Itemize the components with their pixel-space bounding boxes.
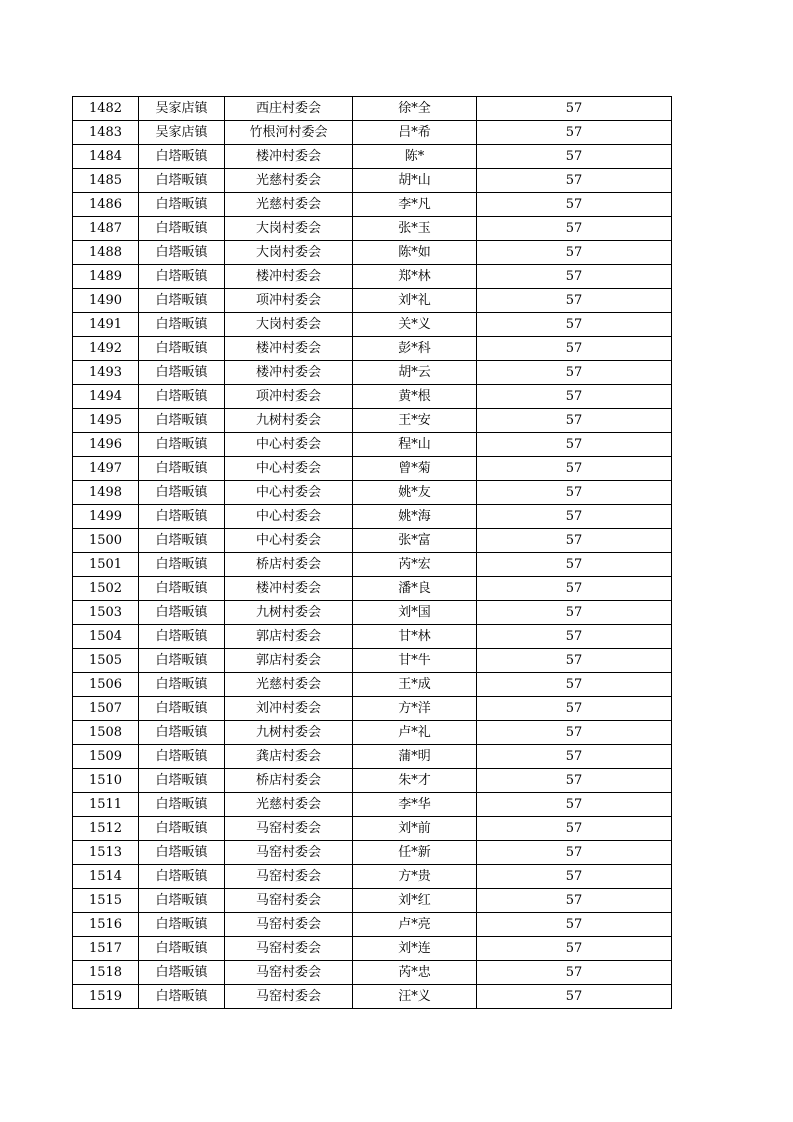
row-id-cell: 1509 <box>73 745 139 769</box>
town-cell: 白塔畈镇 <box>139 841 225 865</box>
row-id-cell: 1498 <box>73 481 139 505</box>
table-row <box>73 865 672 889</box>
table-row <box>73 913 672 937</box>
town-cell: 白塔畈镇 <box>139 625 225 649</box>
table-row <box>73 817 672 841</box>
name-cell: 刘*连 <box>353 937 477 961</box>
village-cell: 楼冲村委会 <box>225 577 353 601</box>
amount-cell: 57 <box>477 193 672 217</box>
town-cell: 吴家店镇 <box>139 121 225 145</box>
village-cell: 项冲村委会 <box>225 385 353 409</box>
table-row <box>73 937 672 961</box>
amount-cell: 57 <box>477 241 672 265</box>
name-cell: 曾*菊 <box>353 457 477 481</box>
name-cell: 黄*根 <box>353 385 477 409</box>
table-row <box>73 697 672 721</box>
table-row <box>73 889 672 913</box>
table-row <box>73 601 672 625</box>
amount-cell: 57 <box>477 793 672 817</box>
row-id-cell: 1483 <box>73 121 139 145</box>
amount-cell: 57 <box>477 745 672 769</box>
name-cell: 张*富 <box>353 529 477 553</box>
town-cell: 白塔畈镇 <box>139 361 225 385</box>
village-cell: 光慈村委会 <box>225 169 353 193</box>
village-cell: 马窑村委会 <box>225 817 353 841</box>
amount-cell: 57 <box>477 865 672 889</box>
table-row <box>73 457 672 481</box>
row-id-cell: 1487 <box>73 217 139 241</box>
table-row <box>73 649 672 673</box>
row-id-cell: 1499 <box>73 505 139 529</box>
village-cell: 龚店村委会 <box>225 745 353 769</box>
name-cell: 王*安 <box>353 409 477 433</box>
name-cell: 蒲*明 <box>353 745 477 769</box>
village-cell: 中心村委会 <box>225 481 353 505</box>
amount-cell: 57 <box>477 265 672 289</box>
village-cell: 马窑村委会 <box>225 985 353 1009</box>
village-cell: 郭店村委会 <box>225 649 353 673</box>
village-cell: 大岗村委会 <box>225 313 353 337</box>
town-cell: 白塔畈镇 <box>139 193 225 217</box>
town-cell: 白塔畈镇 <box>139 601 225 625</box>
amount-cell: 57 <box>477 169 672 193</box>
row-id-cell: 1500 <box>73 529 139 553</box>
village-cell: 马窑村委会 <box>225 865 353 889</box>
village-cell: 九树村委会 <box>225 721 353 745</box>
town-cell: 白塔畈镇 <box>139 865 225 889</box>
town-cell: 白塔畈镇 <box>139 889 225 913</box>
amount-cell: 57 <box>477 313 672 337</box>
village-cell: 中心村委会 <box>225 457 353 481</box>
amount-cell: 57 <box>477 385 672 409</box>
village-cell: 中心村委会 <box>225 433 353 457</box>
row-id-cell: 1518 <box>73 961 139 985</box>
town-cell: 白塔畈镇 <box>139 985 225 1009</box>
amount-cell: 57 <box>477 961 672 985</box>
name-cell: 刘*前 <box>353 817 477 841</box>
town-cell: 白塔畈镇 <box>139 145 225 169</box>
table-row <box>73 145 672 169</box>
village-cell: 中心村委会 <box>225 505 353 529</box>
name-cell: 胡*云 <box>353 361 477 385</box>
table-row <box>73 793 672 817</box>
name-cell: 胡*山 <box>353 169 477 193</box>
amount-cell: 57 <box>477 985 672 1009</box>
village-cell: 西庄村委会 <box>225 97 353 121</box>
town-cell: 白塔畈镇 <box>139 769 225 793</box>
name-cell: 朱*才 <box>353 769 477 793</box>
name-cell: 甘*林 <box>353 625 477 649</box>
amount-cell: 57 <box>477 505 672 529</box>
amount-cell: 57 <box>477 481 672 505</box>
amount-cell: 57 <box>477 529 672 553</box>
village-cell: 九树村委会 <box>225 409 353 433</box>
amount-cell: 57 <box>477 361 672 385</box>
town-cell: 白塔畈镇 <box>139 817 225 841</box>
town-cell: 白塔畈镇 <box>139 289 225 313</box>
name-cell: 卢*亮 <box>353 913 477 937</box>
town-cell: 白塔畈镇 <box>139 529 225 553</box>
amount-cell: 57 <box>477 457 672 481</box>
town-cell: 白塔畈镇 <box>139 697 225 721</box>
amount-cell: 57 <box>477 937 672 961</box>
town-cell: 吴家店镇 <box>139 97 225 121</box>
name-cell: 姚*友 <box>353 481 477 505</box>
town-cell: 白塔畈镇 <box>139 169 225 193</box>
row-id-cell: 1493 <box>73 361 139 385</box>
name-cell: 刘*国 <box>353 601 477 625</box>
table-row <box>73 361 672 385</box>
name-cell: 潘*良 <box>353 577 477 601</box>
name-cell: 方*贵 <box>353 865 477 889</box>
name-cell: 卢*礼 <box>353 721 477 745</box>
table-row <box>73 217 672 241</box>
row-id-cell: 1506 <box>73 673 139 697</box>
amount-cell: 57 <box>477 601 672 625</box>
row-id-cell: 1503 <box>73 601 139 625</box>
table-row <box>73 409 672 433</box>
row-id-cell: 1490 <box>73 289 139 313</box>
row-id-cell: 1507 <box>73 697 139 721</box>
table-row <box>73 481 672 505</box>
name-cell: 刘*礼 <box>353 289 477 313</box>
amount-cell: 57 <box>477 697 672 721</box>
village-cell: 大岗村委会 <box>225 241 353 265</box>
table-row <box>73 313 672 337</box>
name-cell: 方*洋 <box>353 697 477 721</box>
name-cell: 陈*如 <box>353 241 477 265</box>
name-cell: 程*山 <box>353 433 477 457</box>
amount-cell: 57 <box>477 721 672 745</box>
row-id-cell: 1504 <box>73 625 139 649</box>
amount-cell: 57 <box>477 649 672 673</box>
village-cell: 项冲村委会 <box>225 289 353 313</box>
town-cell: 白塔畈镇 <box>139 385 225 409</box>
amount-cell: 57 <box>477 121 672 145</box>
town-cell: 白塔畈镇 <box>139 217 225 241</box>
village-cell: 九树村委会 <box>225 601 353 625</box>
name-cell: 芮*宏 <box>353 553 477 577</box>
row-id-cell: 1502 <box>73 577 139 601</box>
town-cell: 白塔畈镇 <box>139 577 225 601</box>
table-row <box>73 385 672 409</box>
roster-body <box>73 97 672 1009</box>
name-cell: 关*义 <box>353 313 477 337</box>
town-cell: 白塔畈镇 <box>139 721 225 745</box>
town-cell: 白塔畈镇 <box>139 505 225 529</box>
table-row <box>73 769 672 793</box>
row-id-cell: 1495 <box>73 409 139 433</box>
table-row <box>73 577 672 601</box>
amount-cell: 57 <box>477 553 672 577</box>
row-id-cell: 1508 <box>73 721 139 745</box>
village-cell: 楼冲村委会 <box>225 337 353 361</box>
village-cell: 楼冲村委会 <box>225 265 353 289</box>
row-id-cell: 1486 <box>73 193 139 217</box>
town-cell: 白塔畈镇 <box>139 409 225 433</box>
amount-cell: 57 <box>477 769 672 793</box>
amount-cell: 57 <box>477 817 672 841</box>
village-cell: 光慈村委会 <box>225 793 353 817</box>
table-row <box>73 97 672 121</box>
row-id-cell: 1512 <box>73 817 139 841</box>
table-row <box>73 961 672 985</box>
table-row <box>73 505 672 529</box>
table-row <box>73 673 672 697</box>
name-cell: 汪*义 <box>353 985 477 1009</box>
town-cell: 白塔畈镇 <box>139 337 225 361</box>
row-id-cell: 1496 <box>73 433 139 457</box>
village-cell: 楼冲村委会 <box>225 145 353 169</box>
village-cell: 楼冲村委会 <box>225 361 353 385</box>
amount-cell: 57 <box>477 97 672 121</box>
roster-table <box>72 96 672 1009</box>
name-cell: 李*凡 <box>353 193 477 217</box>
table-row <box>73 265 672 289</box>
town-cell: 白塔畈镇 <box>139 313 225 337</box>
village-cell: 光慈村委会 <box>225 193 353 217</box>
town-cell: 白塔畈镇 <box>139 649 225 673</box>
town-cell: 白塔畈镇 <box>139 673 225 697</box>
table-row <box>73 193 672 217</box>
name-cell: 徐*全 <box>353 97 477 121</box>
table-row <box>73 625 672 649</box>
table-row <box>73 337 672 361</box>
row-id-cell: 1513 <box>73 841 139 865</box>
row-id-cell: 1519 <box>73 985 139 1009</box>
amount-cell: 57 <box>477 673 672 697</box>
row-id-cell: 1511 <box>73 793 139 817</box>
table-row <box>73 241 672 265</box>
table-row <box>73 169 672 193</box>
name-cell: 吕*希 <box>353 121 477 145</box>
amount-cell: 57 <box>477 145 672 169</box>
row-id-cell: 1517 <box>73 937 139 961</box>
village-cell: 马窑村委会 <box>225 961 353 985</box>
town-cell: 白塔畈镇 <box>139 745 225 769</box>
row-id-cell: 1485 <box>73 169 139 193</box>
name-cell: 张*玉 <box>353 217 477 241</box>
amount-cell: 57 <box>477 433 672 457</box>
town-cell: 白塔畈镇 <box>139 553 225 577</box>
table-row <box>73 289 672 313</box>
amount-cell: 57 <box>477 913 672 937</box>
name-cell: 任*新 <box>353 841 477 865</box>
name-cell: 芮*忠 <box>353 961 477 985</box>
town-cell: 白塔畈镇 <box>139 937 225 961</box>
town-cell: 白塔畈镇 <box>139 481 225 505</box>
row-id-cell: 1482 <box>73 97 139 121</box>
amount-cell: 57 <box>477 577 672 601</box>
amount-cell: 57 <box>477 625 672 649</box>
table-row <box>73 433 672 457</box>
village-cell: 桥店村委会 <box>225 769 353 793</box>
town-cell: 白塔畈镇 <box>139 433 225 457</box>
row-id-cell: 1488 <box>73 241 139 265</box>
name-cell: 王*成 <box>353 673 477 697</box>
village-cell: 中心村委会 <box>225 529 353 553</box>
table-row <box>73 721 672 745</box>
village-cell: 郭店村委会 <box>225 625 353 649</box>
row-id-cell: 1510 <box>73 769 139 793</box>
town-cell: 白塔畈镇 <box>139 961 225 985</box>
row-id-cell: 1497 <box>73 457 139 481</box>
row-id-cell: 1514 <box>73 865 139 889</box>
village-cell: 光慈村委会 <box>225 673 353 697</box>
row-id-cell: 1484 <box>73 145 139 169</box>
row-id-cell: 1494 <box>73 385 139 409</box>
town-cell: 白塔畈镇 <box>139 913 225 937</box>
row-id-cell: 1491 <box>73 313 139 337</box>
town-cell: 白塔畈镇 <box>139 241 225 265</box>
row-id-cell: 1489 <box>73 265 139 289</box>
amount-cell: 57 <box>477 289 672 313</box>
village-cell: 马窑村委会 <box>225 937 353 961</box>
row-id-cell: 1505 <box>73 649 139 673</box>
table-row <box>73 529 672 553</box>
village-cell: 刘冲村委会 <box>225 697 353 721</box>
amount-cell: 57 <box>477 409 672 433</box>
row-id-cell: 1516 <box>73 913 139 937</box>
name-cell: 彭*科 <box>353 337 477 361</box>
name-cell: 甘*牛 <box>353 649 477 673</box>
village-cell: 马窑村委会 <box>225 889 353 913</box>
table-row <box>73 745 672 769</box>
village-cell: 马窑村委会 <box>225 913 353 937</box>
table-row <box>73 985 672 1009</box>
row-id-cell: 1492 <box>73 337 139 361</box>
village-cell: 桥店村委会 <box>225 553 353 577</box>
row-id-cell: 1501 <box>73 553 139 577</box>
table-row <box>73 553 672 577</box>
town-cell: 白塔畈镇 <box>139 793 225 817</box>
table-row <box>73 121 672 145</box>
name-cell: 陈* <box>353 145 477 169</box>
name-cell: 郑*林 <box>353 265 477 289</box>
amount-cell: 57 <box>477 337 672 361</box>
village-cell: 马窑村委会 <box>225 841 353 865</box>
name-cell: 李*华 <box>353 793 477 817</box>
village-cell: 竹根河村委会 <box>225 121 353 145</box>
amount-cell: 57 <box>477 841 672 865</box>
table-row <box>73 841 672 865</box>
amount-cell: 57 <box>477 217 672 241</box>
name-cell: 姚*海 <box>353 505 477 529</box>
town-cell: 白塔畈镇 <box>139 265 225 289</box>
name-cell: 刘*红 <box>353 889 477 913</box>
village-cell: 大岗村委会 <box>225 217 353 241</box>
row-id-cell: 1515 <box>73 889 139 913</box>
amount-cell: 57 <box>477 889 672 913</box>
town-cell: 白塔畈镇 <box>139 457 225 481</box>
